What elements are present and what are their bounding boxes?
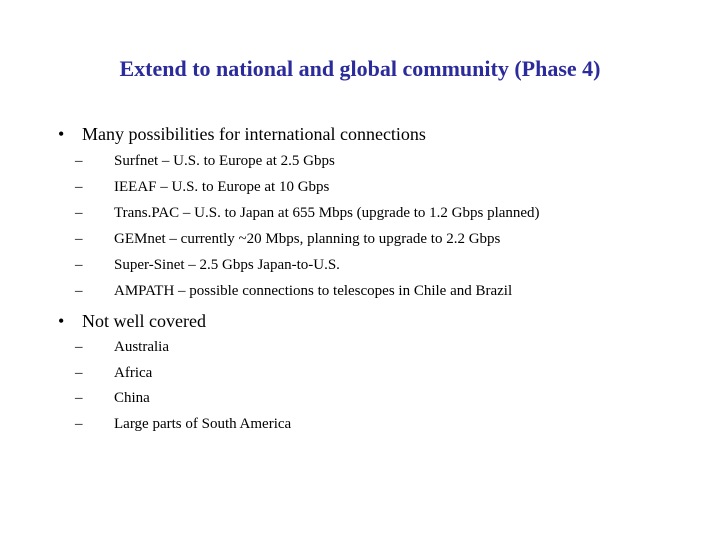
sub-item-text: Large parts of South America bbox=[114, 416, 292, 432]
sub-item bbox=[75, 205, 540, 222]
bullet-item bbox=[58, 311, 206, 332]
sub-item-text: Trans.PAC – U.S. to Japan at 655 Mbps (upgrade to 1.2 Gbps planned) bbox=[114, 205, 540, 221]
dash-icon: – bbox=[75, 153, 83, 169]
sub-item bbox=[75, 416, 291, 433]
bullet-icon: • bbox=[58, 124, 65, 144]
slide-title: Extend to national and global community (Phase 4) bbox=[119, 56, 601, 81]
sub-item bbox=[75, 283, 512, 300]
sub-item-text: AMPATH – possible connections to telescopes in Chile and Brazil bbox=[114, 283, 513, 299]
dash-icon: – bbox=[75, 339, 83, 355]
sub-item bbox=[75, 390, 150, 407]
sub-item bbox=[75, 179, 329, 196]
sub-item bbox=[75, 153, 335, 170]
sub-item-text: Africa bbox=[114, 365, 153, 381]
sub-item-text: Surfnet – U.S. to Europe at 2.5 Gbps bbox=[114, 153, 335, 169]
dash-icon: – bbox=[75, 365, 83, 381]
sub-item bbox=[75, 257, 340, 274]
dash-icon: – bbox=[75, 390, 83, 406]
dash-icon: – bbox=[75, 416, 83, 432]
sub-item bbox=[75, 231, 500, 248]
sub-item-text: GEMnet – currently ~20 Mbps, planning to upgrade to 2.2 Gbps bbox=[114, 231, 501, 247]
bullet-text: Many possibilities for international connections bbox=[82, 124, 426, 144]
dash-icon: – bbox=[75, 205, 83, 221]
bullet-icon: • bbox=[58, 311, 65, 331]
sub-item-text: China bbox=[114, 390, 150, 406]
sub-item bbox=[75, 339, 169, 356]
bullet-text: Not well covered bbox=[82, 311, 206, 331]
sub-item-text: Super-Sinet – 2.5 Gbps Japan-to-U.S. bbox=[114, 257, 340, 273]
sub-item-text: IEEAF – U.S. to Europe at 10 Gbps bbox=[114, 179, 330, 195]
sub-item bbox=[75, 365, 152, 382]
bullet-item bbox=[58, 124, 426, 145]
dash-icon: – bbox=[75, 257, 83, 273]
dash-icon: – bbox=[75, 231, 83, 247]
sub-item-text: Australia bbox=[114, 339, 169, 355]
dash-icon: – bbox=[75, 283, 83, 299]
dash-icon: – bbox=[75, 179, 83, 195]
